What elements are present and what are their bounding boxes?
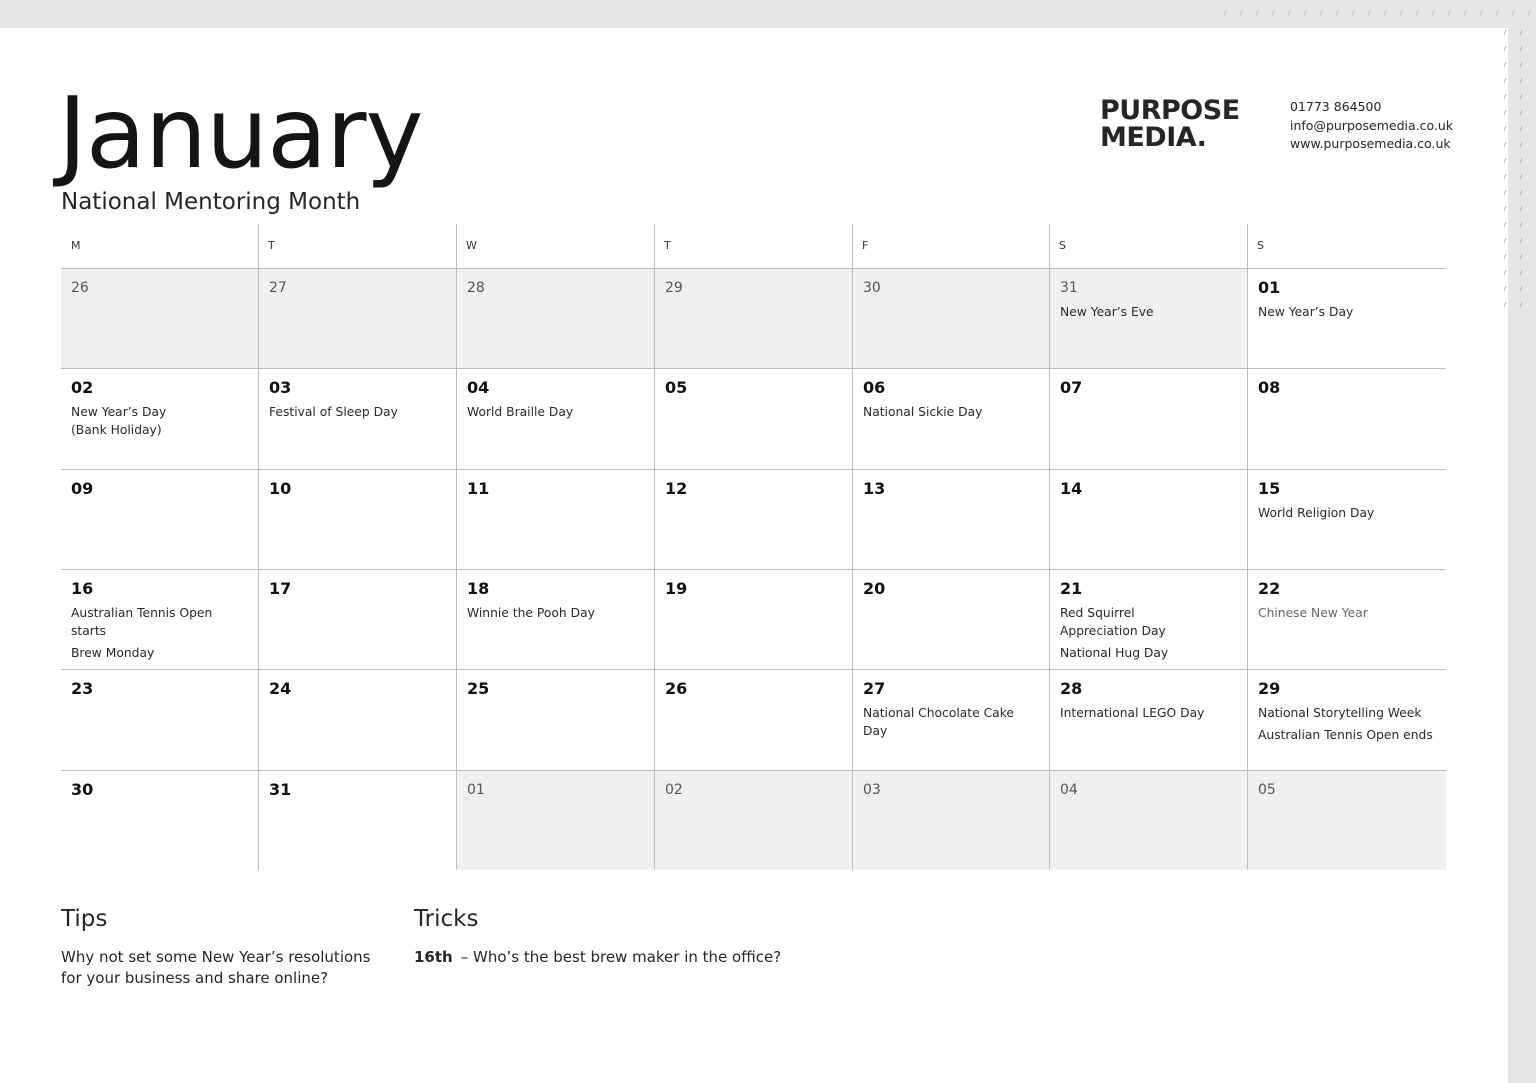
event-list xyxy=(71,403,248,439)
day-number: 18 xyxy=(467,579,490,598)
grid-column-divider xyxy=(1247,224,1248,870)
event-list xyxy=(1060,303,1237,321)
grid-row-divider xyxy=(61,569,1446,570)
day-number: 10 xyxy=(269,479,292,498)
weekday-label: T xyxy=(664,239,671,252)
day-number: 25 xyxy=(467,679,490,698)
calendar-day xyxy=(853,470,1049,569)
day-number: 30 xyxy=(863,280,881,296)
event-list xyxy=(1258,704,1436,744)
calendar-day xyxy=(259,570,456,669)
day-number: 01 xyxy=(467,782,485,798)
day-number: 05 xyxy=(665,378,688,397)
grid-column-divider xyxy=(456,224,457,870)
calendar-event: National Chocolate Cake Day xyxy=(863,706,1014,738)
day-number: 30 xyxy=(71,780,94,799)
day-number: 06 xyxy=(863,378,886,397)
grid-column-divider xyxy=(852,224,853,870)
tricks-day: 16th xyxy=(414,948,453,966)
day-number: 28 xyxy=(1060,679,1083,698)
day-number: 15 xyxy=(1258,479,1281,498)
day-number: 12 xyxy=(665,479,688,498)
calendar-day xyxy=(655,670,852,770)
event-list xyxy=(1060,604,1237,662)
grid-row-divider xyxy=(61,368,1446,369)
calendar-day-outside-month xyxy=(259,269,456,368)
day-number: 26 xyxy=(71,280,89,296)
calendar-day xyxy=(259,670,456,770)
logo-line-1: PURPOSE xyxy=(1100,95,1240,126)
calendar-day xyxy=(259,369,456,469)
day-number: 16 xyxy=(71,579,94,598)
day-number: 27 xyxy=(863,679,886,698)
calendar-day xyxy=(259,470,456,569)
calendar-day xyxy=(457,470,654,569)
day-number: 05 xyxy=(1258,782,1276,798)
weekday-label: T xyxy=(268,239,275,252)
calendar-day xyxy=(853,670,1049,770)
event-list xyxy=(863,704,1039,740)
day-number: 03 xyxy=(269,378,292,397)
day-number: 21 xyxy=(1060,579,1083,598)
calendar-event: Australian Tennis Open starts xyxy=(71,606,213,638)
grid-column-divider xyxy=(258,224,259,870)
day-number: 29 xyxy=(665,280,683,296)
calendar-day xyxy=(655,470,852,569)
day-number: 28 xyxy=(467,280,485,296)
day-number: 03 xyxy=(863,782,881,798)
day-number: 08 xyxy=(1258,378,1281,397)
calendar-event: World Religion Day xyxy=(1258,506,1375,520)
calendar-day xyxy=(655,369,852,469)
calendar-event: Australian Tennis Open ends xyxy=(1258,728,1433,742)
calendar-event: New Year’s Day (Bank Holiday) xyxy=(71,405,167,437)
grid-row-divider xyxy=(61,770,1446,771)
grid-row-divider xyxy=(61,469,1446,470)
day-number: 26 xyxy=(665,679,688,698)
day-number: 14 xyxy=(1060,479,1083,498)
calendar-day-outside-month xyxy=(655,771,852,870)
day-number: 29 xyxy=(1258,679,1281,698)
calendar-day xyxy=(1050,470,1247,569)
event-list xyxy=(1258,604,1436,622)
calendar-day xyxy=(457,670,654,770)
calendar-day-outside-month xyxy=(1050,771,1247,870)
calendar-day xyxy=(61,771,258,870)
weekday-label: S xyxy=(1257,239,1264,252)
calendar-day-outside-month xyxy=(61,269,258,368)
calendar-day xyxy=(61,670,258,770)
contact-details xyxy=(1290,98,1453,154)
day-number: 31 xyxy=(1060,280,1078,296)
event-list xyxy=(467,403,644,421)
calendar-day-outside-month xyxy=(655,269,852,368)
day-number: 02 xyxy=(665,782,683,798)
purpose-media-logo xyxy=(1100,97,1240,151)
weekday-label: S xyxy=(1059,239,1066,252)
calendar-day xyxy=(853,570,1049,669)
calendar-event: New Year’s Day xyxy=(1258,305,1354,319)
calendar-day xyxy=(1248,369,1446,469)
tricks-description: – Who’s the best brew maker in the office? xyxy=(460,948,782,966)
day-number: 07 xyxy=(1060,378,1083,397)
calendar-day xyxy=(1248,570,1446,669)
day-number: 02 xyxy=(71,378,94,397)
calendar-event: Festival of Sleep Day xyxy=(269,405,398,419)
calendar-day xyxy=(457,369,654,469)
day-number: 19 xyxy=(665,579,688,598)
day-number: 01 xyxy=(1258,278,1281,297)
event-list xyxy=(1258,504,1436,522)
calendar-day xyxy=(259,771,456,870)
calendar-day xyxy=(1248,470,1446,569)
day-number: 31 xyxy=(269,780,292,799)
day-number: 27 xyxy=(269,280,287,296)
weekday-header-row xyxy=(61,224,1446,269)
calendar-day-outside-month xyxy=(457,771,654,870)
calendar-event: National Hug Day xyxy=(1060,646,1169,660)
day-number: 04 xyxy=(467,378,490,397)
day-number: 13 xyxy=(863,479,886,498)
calendar-grid xyxy=(61,224,1446,870)
weekday-label: F xyxy=(862,239,869,252)
contact-website: www.purposemedia.co.uk xyxy=(1290,136,1451,151)
calendar-event: International LEGO Day xyxy=(1060,706,1205,720)
calendar-event: Brew Monday xyxy=(71,646,155,660)
calendar-day xyxy=(655,570,852,669)
weekday-label: W xyxy=(466,239,477,252)
calendar-day-outside-month xyxy=(853,269,1049,368)
event-list xyxy=(269,403,446,421)
tricks-heading: Tricks xyxy=(414,906,479,932)
calendar-day-outside-month xyxy=(853,771,1049,870)
day-number: 04 xyxy=(1060,782,1078,798)
calendar-day xyxy=(457,570,654,669)
day-number: 22 xyxy=(1258,579,1281,598)
event-list xyxy=(1258,303,1436,321)
grid-column-divider xyxy=(654,224,655,870)
calendar-day xyxy=(61,369,258,469)
weekday-label: M xyxy=(71,239,81,252)
calendar-day xyxy=(1050,369,1247,469)
calendar-event: National Storytelling Week xyxy=(1258,706,1422,720)
calendar-event: Winnie the Pooh Day xyxy=(467,606,595,620)
calendar-day xyxy=(853,369,1049,469)
month-title: January xyxy=(58,77,423,191)
logo-line-2: MEDIA. xyxy=(1100,122,1207,153)
calendar-day xyxy=(1050,670,1247,770)
day-number: 20 xyxy=(863,579,886,598)
event-list xyxy=(71,604,248,662)
tips-heading: Tips xyxy=(61,906,108,932)
calendar-day xyxy=(1050,570,1247,669)
tricks-text xyxy=(414,947,781,968)
calendar-day-outside-month xyxy=(1050,269,1247,368)
calendar-day-outside-month xyxy=(457,269,654,368)
calendar-day xyxy=(61,470,258,569)
contact-email: info@purposemedia.co.uk xyxy=(1290,117,1454,133)
event-list xyxy=(467,604,644,622)
calendar-event: World Braille Day xyxy=(467,405,574,419)
calendar-event: Red Squirrel Appreciation Day xyxy=(1060,606,1166,638)
grid-row-divider xyxy=(61,669,1446,670)
day-number: 23 xyxy=(71,679,94,698)
month-subtitle: National Mentoring Month xyxy=(61,189,361,215)
day-number: 11 xyxy=(467,479,490,498)
contact-phone: 01773 864500 xyxy=(1290,99,1382,114)
event-list xyxy=(863,403,1039,421)
calendar-day xyxy=(61,570,258,669)
event-list xyxy=(1060,704,1237,722)
grid-column-divider xyxy=(1049,224,1050,870)
calendar-day xyxy=(1248,269,1446,368)
calendar-event: New Year’s Eve xyxy=(1060,305,1154,319)
day-number: 17 xyxy=(269,579,292,598)
day-number: 24 xyxy=(269,679,292,698)
calendar-day-outside-month xyxy=(1248,771,1446,870)
calendar-event: Chinese New Year xyxy=(1258,606,1368,620)
calendar-day xyxy=(1248,670,1446,770)
tips-text: Why not set some New Year’s resolutions for your business and share online? xyxy=(61,948,371,987)
calendar-event: National Sickie Day xyxy=(863,405,983,419)
day-number: 09 xyxy=(71,479,94,498)
